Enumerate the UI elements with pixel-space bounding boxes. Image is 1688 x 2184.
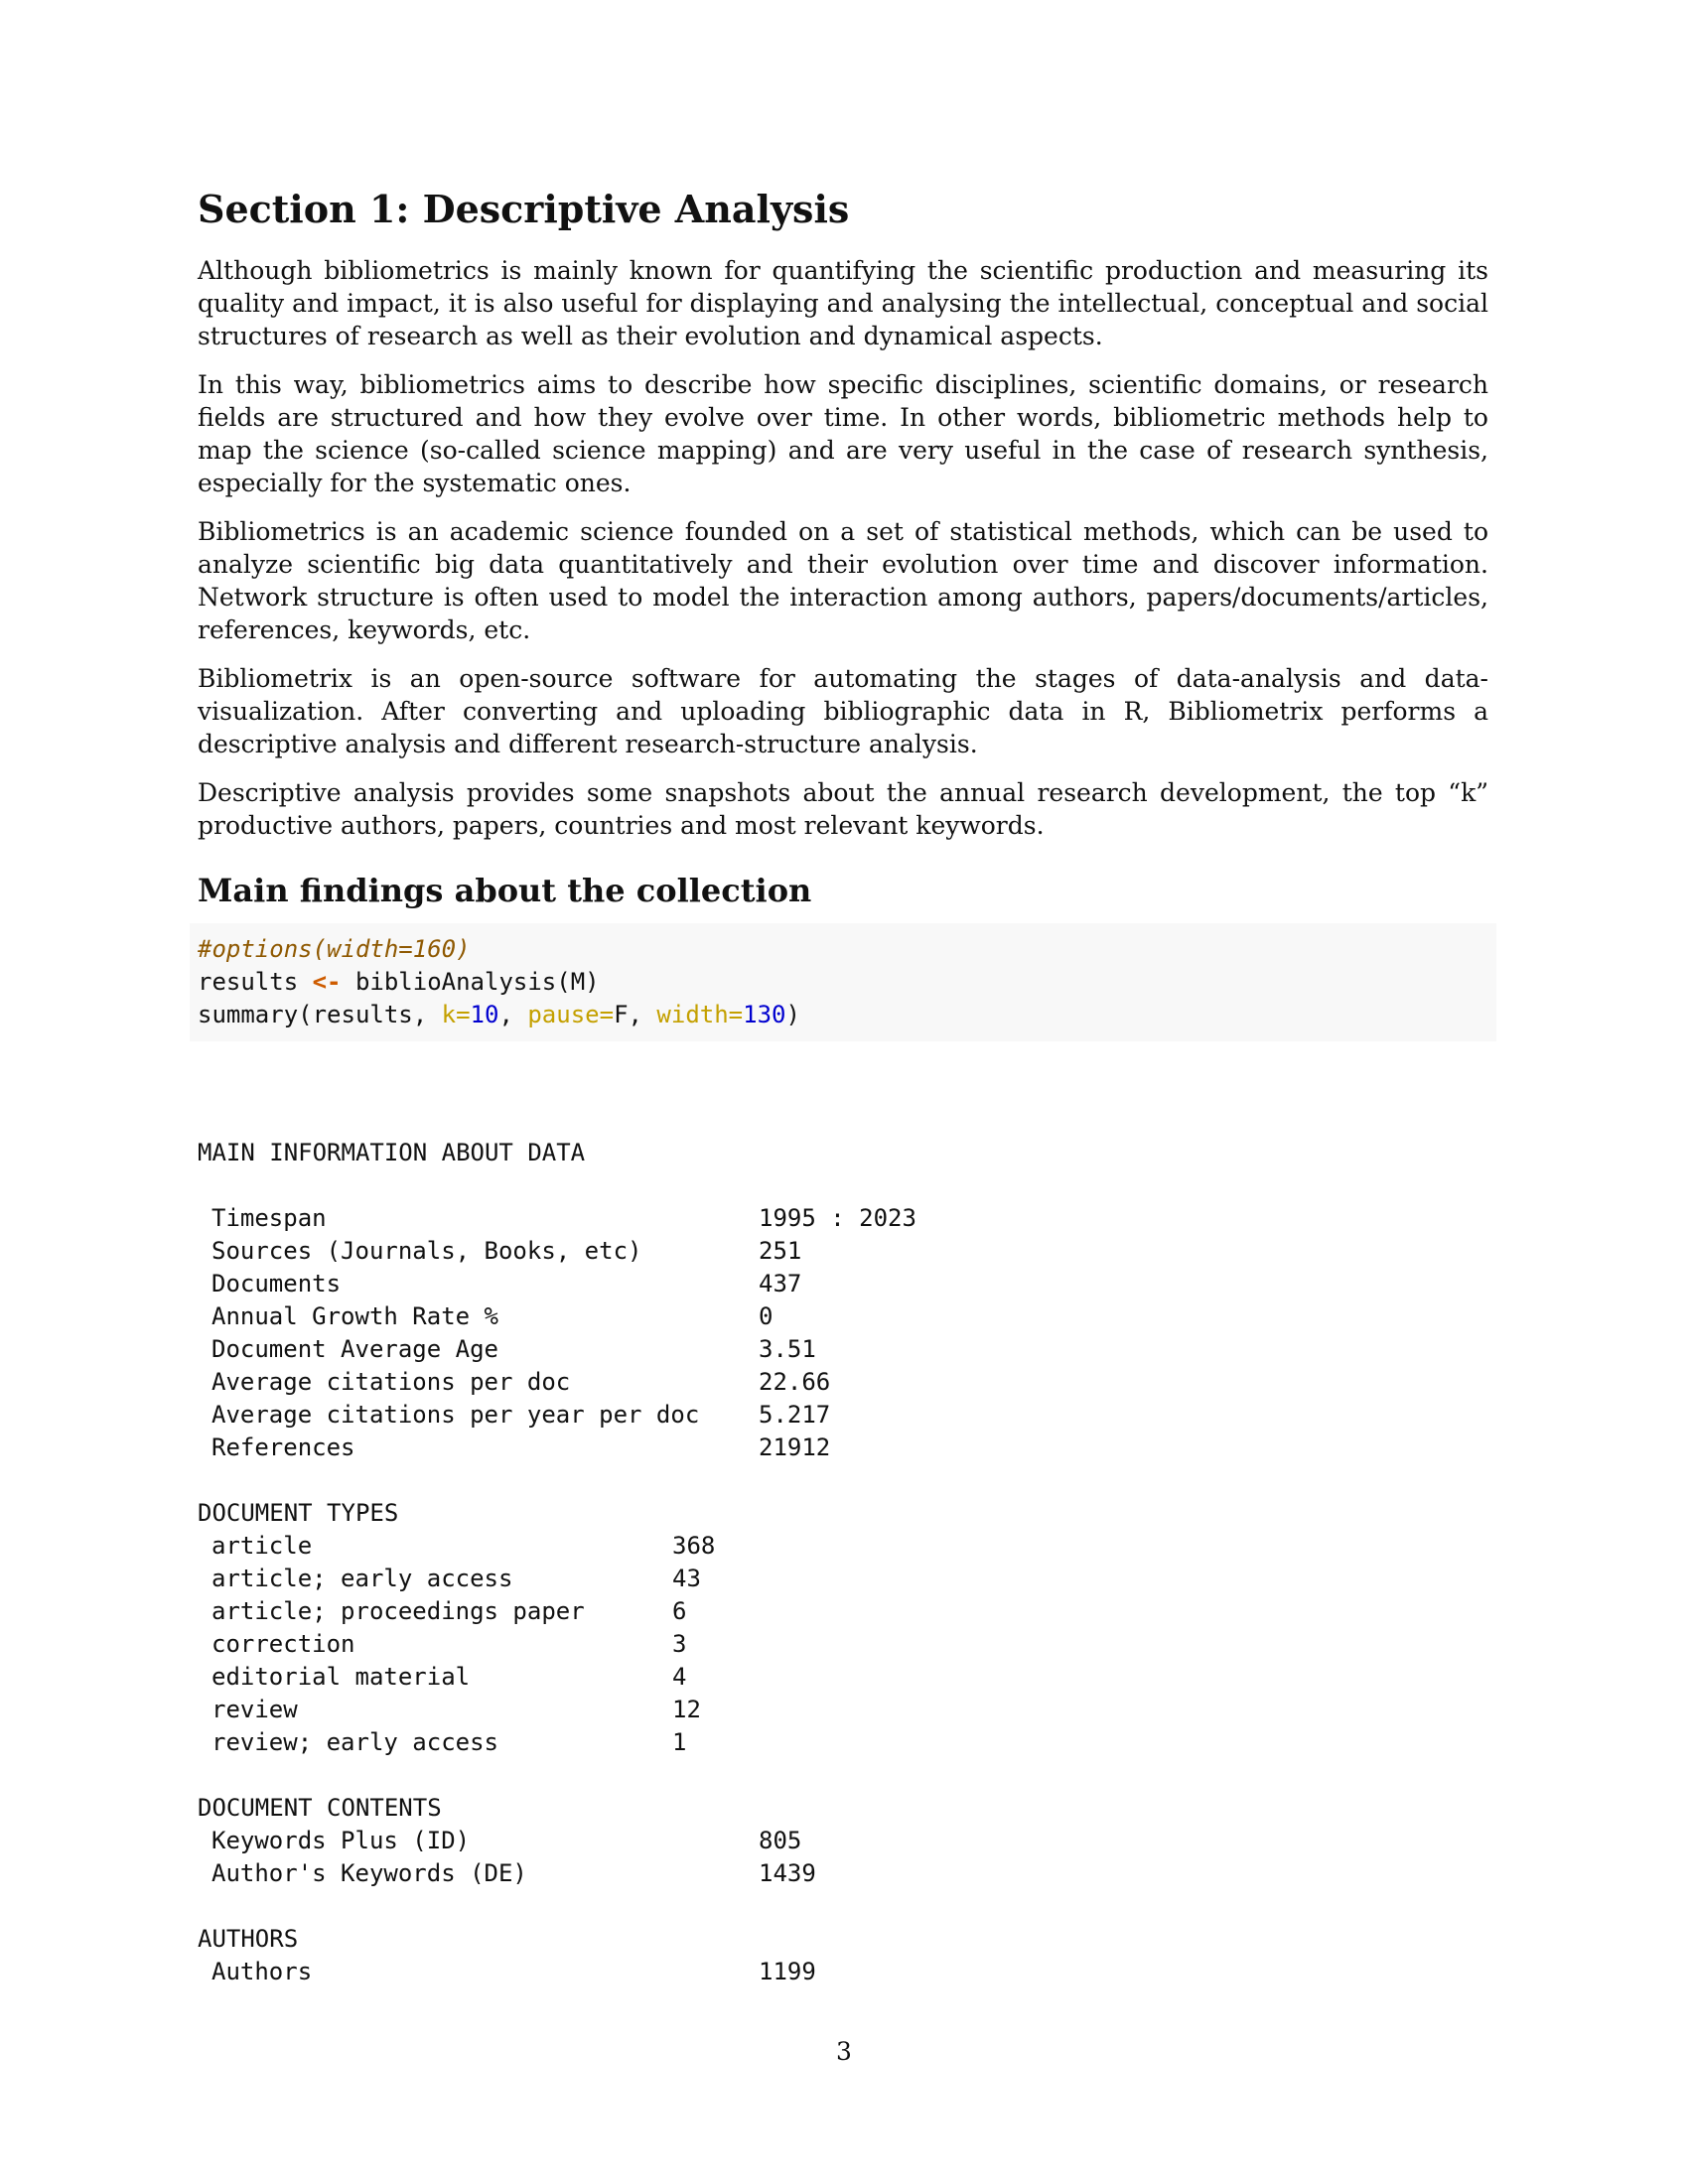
main-info-table bbox=[198, 1202, 1488, 1464]
table-row: article 368 bbox=[211, 1531, 716, 1560]
table-row: article; early access 43 bbox=[211, 1564, 701, 1592]
assign-operator: <- bbox=[312, 967, 342, 996]
table-row: Authors 1199 bbox=[211, 1957, 816, 1985]
table-row: Average citations per doc 22.66 bbox=[211, 1367, 831, 1396]
table-row: Sources (Journals, Books, etc) 251 bbox=[211, 1236, 802, 1265]
paragraph: In this way, bibliometrics aims to describe how specific disciplines, scientific domains, or research fields are structured and how they evolve over time. In other words, bibliometric methods help to map the science (so-called science mapping) and are very useful in the case of research synthesis, especially for the systematic ones. bbox=[198, 369, 1488, 497]
paragraph: Descriptive analysis provides some snapshots about the annual research development, the top “k” productive authors, papers, countries and most relevant keywords. bbox=[198, 777, 1488, 840]
table-row: References 21912 bbox=[211, 1433, 831, 1461]
code-comment: #options(width=160) bbox=[198, 934, 471, 963]
table-row: review 12 bbox=[211, 1695, 701, 1723]
table-row: Documents 437 bbox=[211, 1269, 802, 1297]
table-row: Average citations per year per doc 5.217 bbox=[211, 1400, 831, 1429]
document-types-table bbox=[198, 1530, 1488, 1759]
table-row: editorial material 4 bbox=[211, 1662, 687, 1691]
output-header: MAIN INFORMATION ABOUT DATA bbox=[198, 1138, 586, 1166]
paragraph: Bibliometrics is an academic science founded on a set of statistical methods, which can be used to analyze scientific big data quantitatively and their evolution over time and discover information. Network structure is often used to model the interaction among authors, papers/documents/articles, references, keywords, etc. bbox=[198, 516, 1488, 644]
console-output bbox=[198, 1137, 1488, 1988]
code-block bbox=[190, 923, 1496, 1041]
table-row: Author's Keywords (DE) 1439 bbox=[211, 1858, 816, 1887]
output-header: AUTHORS bbox=[198, 1924, 299, 1953]
table-row: Document Average Age 3.51 bbox=[211, 1334, 816, 1363]
code-line bbox=[198, 933, 1488, 966]
table-row: article; proceedings paper 6 bbox=[211, 1596, 687, 1625]
code-line: results <- biblioAnalysis(M) bbox=[198, 967, 600, 996]
output-header: DOCUMENT TYPES bbox=[198, 1498, 399, 1527]
paragraph: Although bibliometrics is mainly known for quantifying the scientific production and measuring its quality and impact, it is also useful for displaying and analysing the intellectual, conceptual and social structures of research as well as their evolution and dynamical aspects. bbox=[198, 255, 1488, 350]
table-row: Keywords Plus (ID) 805 bbox=[211, 1826, 802, 1854]
authors-table bbox=[198, 1956, 1488, 1988]
table-row: review; early access 1 bbox=[211, 1727, 687, 1756]
document-page bbox=[198, 159, 1488, 1988]
output-header: DOCUMENT CONTENTS bbox=[198, 1793, 442, 1822]
document-contents-table bbox=[198, 1825, 1488, 1890]
code-line: summary(results, k=10, pause=F, width=130) bbox=[198, 1000, 800, 1028]
table-row: correction 3 bbox=[211, 1629, 687, 1658]
page-number: 3 bbox=[836, 2037, 852, 2066]
table-row: Annual Growth Rate % 0 bbox=[211, 1301, 774, 1330]
paragraph: Bibliometrix is an open-source software for automating the stages of data-analysis and data-visualization. After converting and uploading bibliographic data in R, Bibliometrix performs a descriptive analysis and different research-structure analysis. bbox=[198, 663, 1488, 758]
table-row: Timespan 1995 : 2023 bbox=[211, 1203, 916, 1232]
section-title: Section 1: Descriptive Analysis bbox=[198, 187, 850, 231]
subsection-title: Main findings about the collection bbox=[198, 871, 812, 909]
